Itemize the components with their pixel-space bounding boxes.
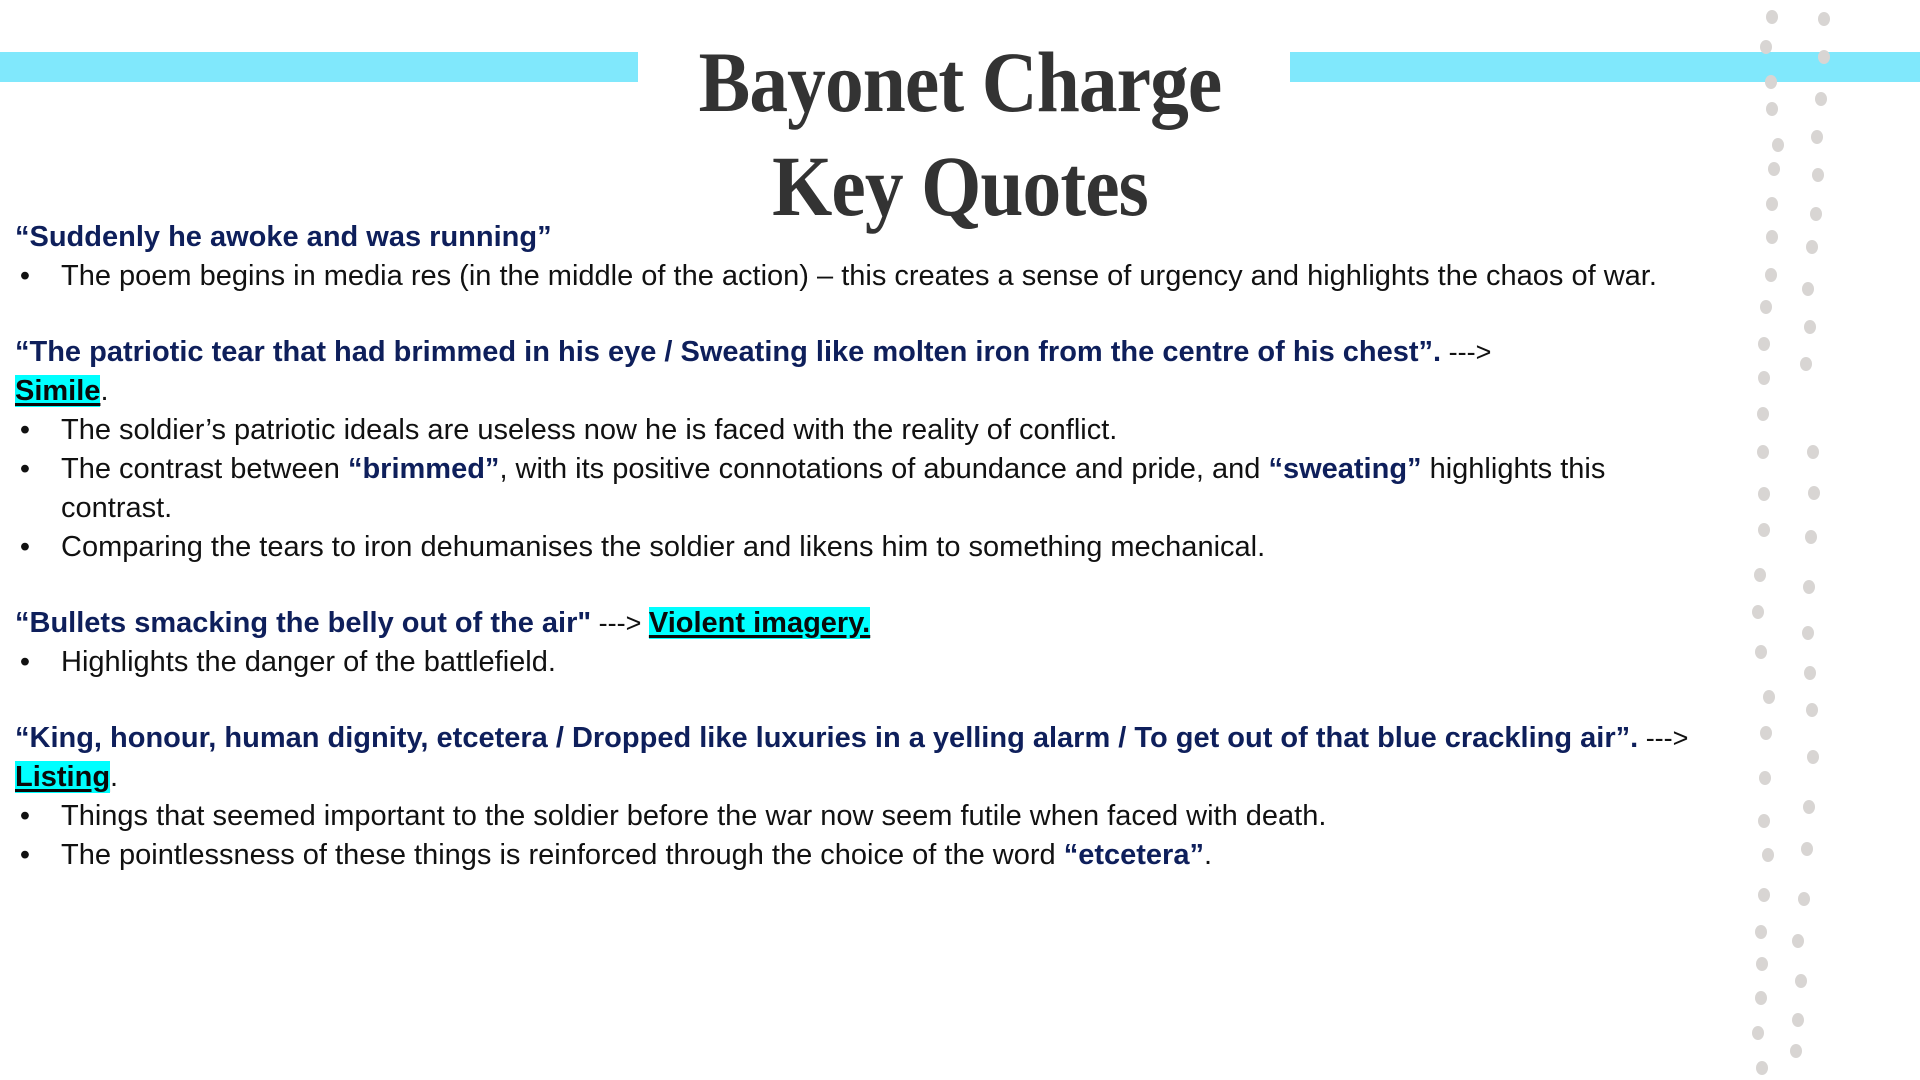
bullet-icon: • <box>19 646 31 678</box>
quote-text: “King, honour, human dignity, etcetera / Dropped like luxuries in a yelling alarm / To get out of that blue crackling air”. <box>15 722 1639 754</box>
bullet-icon: • <box>19 414 31 446</box>
bullet-list <box>15 257 1695 296</box>
bullet-list <box>15 797 1695 875</box>
bullet-list <box>15 411 1695 567</box>
bullet-icon: • <box>19 800 31 832</box>
bullet-text: The soldier’s patriotic ideals are useless now he is faced with the reality of conflict. <box>61 414 1118 446</box>
decorative-dots <box>1740 0 1840 1080</box>
slide-title <box>600 30 1320 238</box>
keyword-etcetera: “etcetera” <box>1063 839 1204 871</box>
list-item <box>15 797 1695 836</box>
quote-section-3 <box>15 604 1695 643</box>
arrow-text: ---> <box>1441 337 1492 367</box>
list-item <box>15 836 1695 875</box>
list-item <box>15 450 1695 528</box>
title-line-1: Bayonet Charge <box>698 34 1222 130</box>
bullet-text: The pointlessness of these things is reinforced through the choice of the word <box>61 839 1064 871</box>
device-label-simile: Simile <box>15 375 101 407</box>
bullet-text: Things that seemed important to the soldier before the war now seem futile when faced with death. <box>61 800 1327 832</box>
bullet-text: . <box>1203 839 1213 871</box>
quote-section-1 <box>15 218 1695 257</box>
quotes-content <box>15 218 1695 875</box>
keyword-sweating: “sweating” <box>1268 453 1422 485</box>
bullet-text: , with its positive connotations of abundance and pride, and <box>499 453 1269 485</box>
device-suffix: . <box>110 761 119 793</box>
quote-section-2 <box>15 333 1695 411</box>
accent-bar-left <box>0 52 638 82</box>
list-item <box>15 643 1695 682</box>
quote-text: “Suddenly he awoke and was running” <box>15 221 552 253</box>
device-label-violent-imagery: Violent imagery. <box>648 607 871 639</box>
quote-text: “Bullets smacking the belly out of the air" <box>15 607 592 639</box>
bullet-icon: • <box>19 260 31 292</box>
list-item <box>15 411 1695 450</box>
bullet-text: Highlights the danger of the battlefield. <box>61 646 556 678</box>
bullet-text: The contrast between <box>61 453 348 485</box>
list-item <box>15 528 1695 567</box>
keyword-brimmed: “brimmed” <box>347 453 500 485</box>
device-label-listing: Listing <box>15 761 111 793</box>
bullet-list <box>15 643 1695 682</box>
list-item <box>15 257 1695 296</box>
bullet-text: The poem begins in media res (in the middle of the action) – this creates a sense of urgency and highlights the chaos of war. <box>61 260 1657 292</box>
bullet-text: highlights this contrast. <box>61 453 1606 524</box>
arrow-text: ---> <box>1638 723 1689 753</box>
bullet-icon: • <box>19 453 31 485</box>
arrow-text: ---> <box>591 608 649 638</box>
title-line-2: Key Quotes <box>772 138 1148 234</box>
device-suffix: . <box>100 375 109 407</box>
bullet-icon: • <box>19 531 31 563</box>
quote-text: “The patriotic tear that had brimmed in his eye / Sweating like molten iron from the centre of his chest”. <box>15 336 1442 368</box>
bullet-icon: • <box>19 839 31 871</box>
bullet-text: Comparing the tears to iron dehumanises the soldier and likens him to something mechanical. <box>61 531 1266 563</box>
quote-section-4 <box>15 719 1695 797</box>
